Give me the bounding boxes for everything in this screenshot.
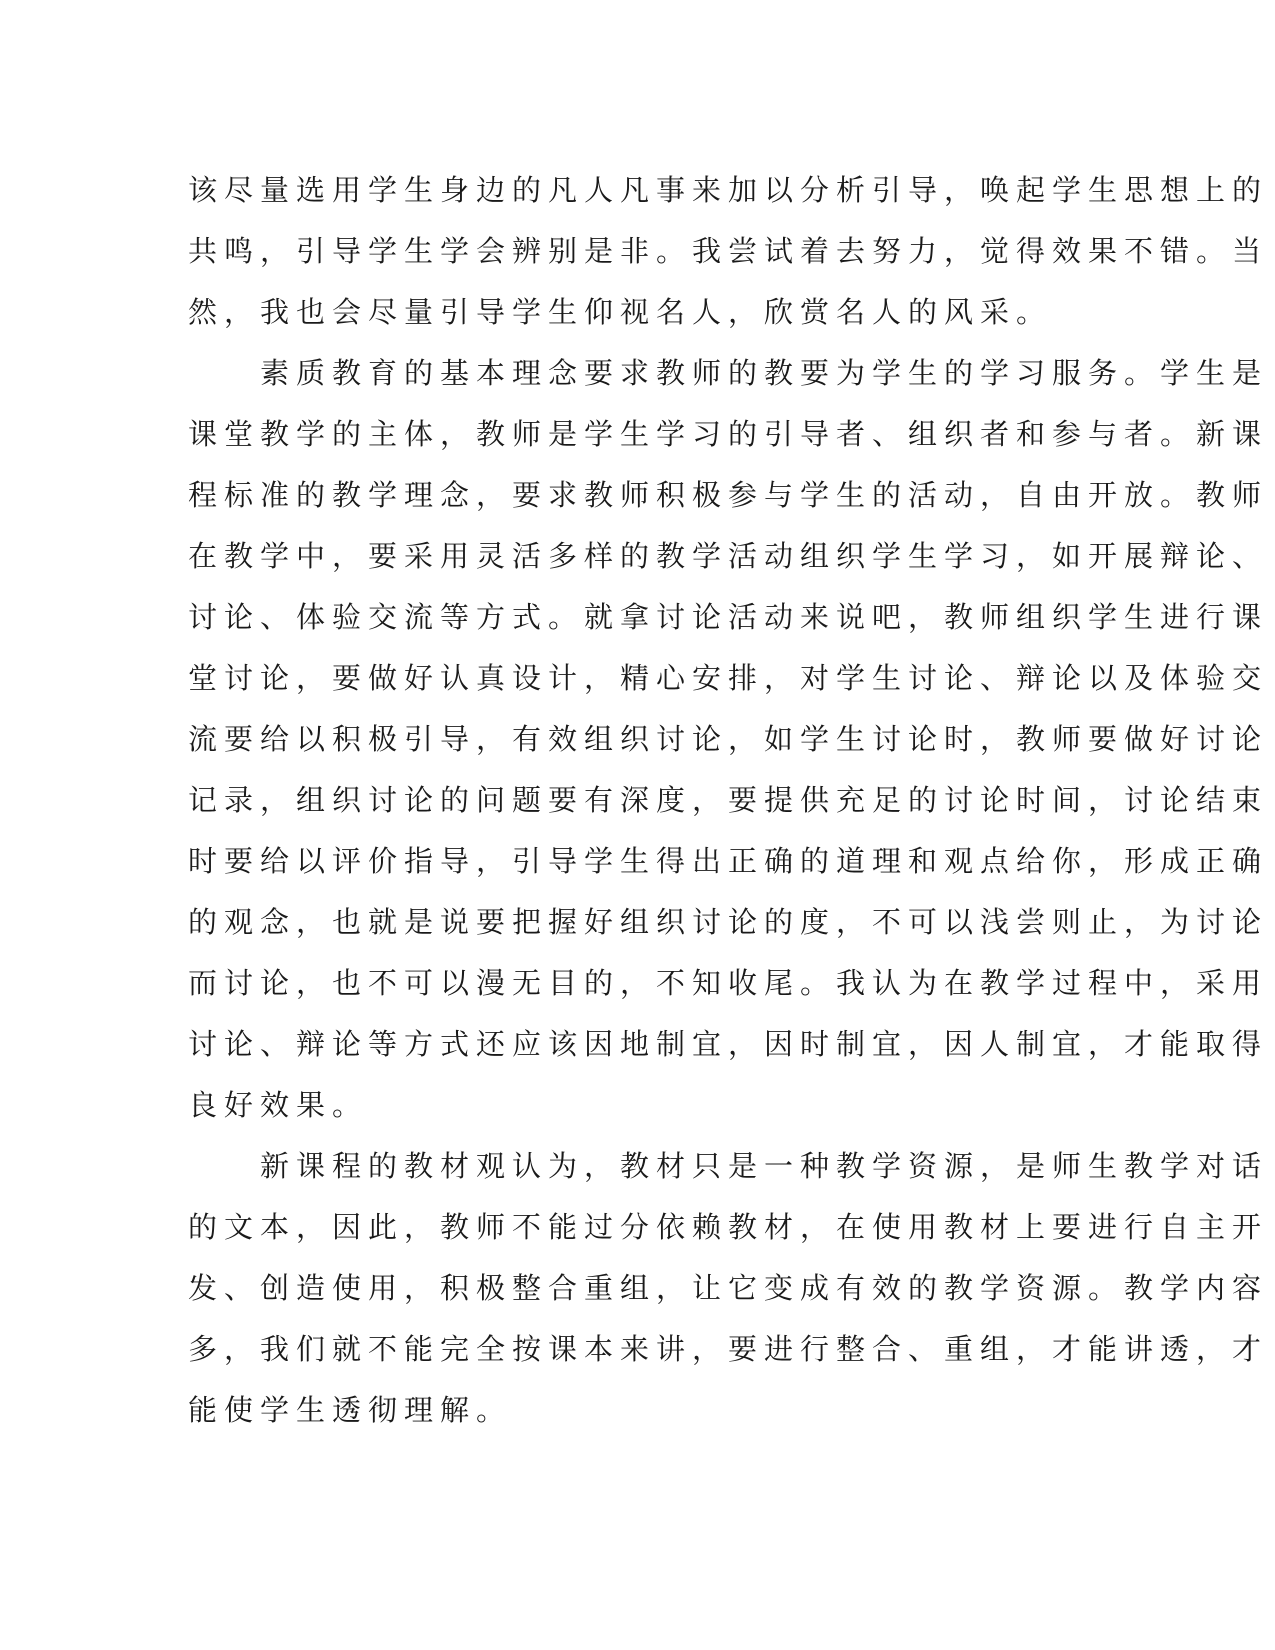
paragraph-3 [188, 1136, 1269, 1441]
text-line: 的文本，因此，教师不能过分依赖教材，在使用教材上要进行自主开 [188, 1210, 1269, 1244]
text-line: 流要给以积极引导，有效组织讨论，如学生讨论时，教师要做好讨论 [188, 722, 1269, 756]
paragraph-1 [188, 160, 1269, 343]
text-line: 讨论、辩论等方式还应该因地制宜，因时制宜，因人制宜，才能取得 [188, 1027, 1269, 1061]
text-line: 多，我们就不能完全按课本来讲，要进行整合、重组，才能讲透，才 [188, 1332, 1269, 1366]
text-line: 共鸣，引导学生学会辨别是非。我尝试着去努力，觉得效果不错。当 [188, 234, 1269, 268]
text-line: 新课程的教材观认为，教材只是一种教学资源，是师生教学对话 [188, 1149, 1269, 1183]
text-line: 的观念，也就是说要把握好组织讨论的度，不可以浅尝则止，为讨论 [188, 905, 1269, 939]
body-text [188, 160, 1269, 1441]
text-line: 然，我也会尽量引导学生仰视名人，欣赏名人的风采。 [188, 295, 1053, 329]
text-line: 程标准的教学理念，要求教师积极参与学生的活动，自由开放。教师 [188, 478, 1269, 512]
text-line: 在教学中，要采用灵活多样的教学活动组织学生学习，如开展辩论、 [188, 539, 1269, 573]
text-line: 而讨论，也不可以漫无目的，不知收尾。我认为在教学过程中，采用 [188, 966, 1269, 1000]
text-line: 时要给以评价指导，引导学生得出正确的道理和观点给你，形成正确 [188, 844, 1269, 878]
text-line: 记录，组织讨论的问题要有深度，要提供充足的讨论时间，讨论结束 [188, 783, 1269, 817]
text-line: 课堂教学的主体，教师是学生学习的引导者、组织者和参与者。新课 [188, 417, 1269, 451]
text-line: 素质教育的基本理念要求教师的教要为学生的学习服务。学生是 [188, 356, 1269, 390]
text-line: 发、创造使用，积极整合重组，让它变成有效的教学资源。教学内容 [188, 1271, 1269, 1305]
paragraph-2 [188, 343, 1269, 1136]
text-line: 堂讨论，要做好认真设计，精心安排，对学生讨论、辩论以及体验交 [188, 661, 1269, 695]
text-line: 该尽量选用学生身边的凡人凡事来加以分析引导，唤起学生思想上的 [188, 173, 1269, 207]
text-line: 能使学生透彻理解。 [188, 1393, 513, 1427]
text-line: 良好效果。 [188, 1088, 369, 1122]
text-line: 讨论、体验交流等方式。就拿讨论活动来说吧，教师组织学生进行课 [188, 600, 1269, 634]
